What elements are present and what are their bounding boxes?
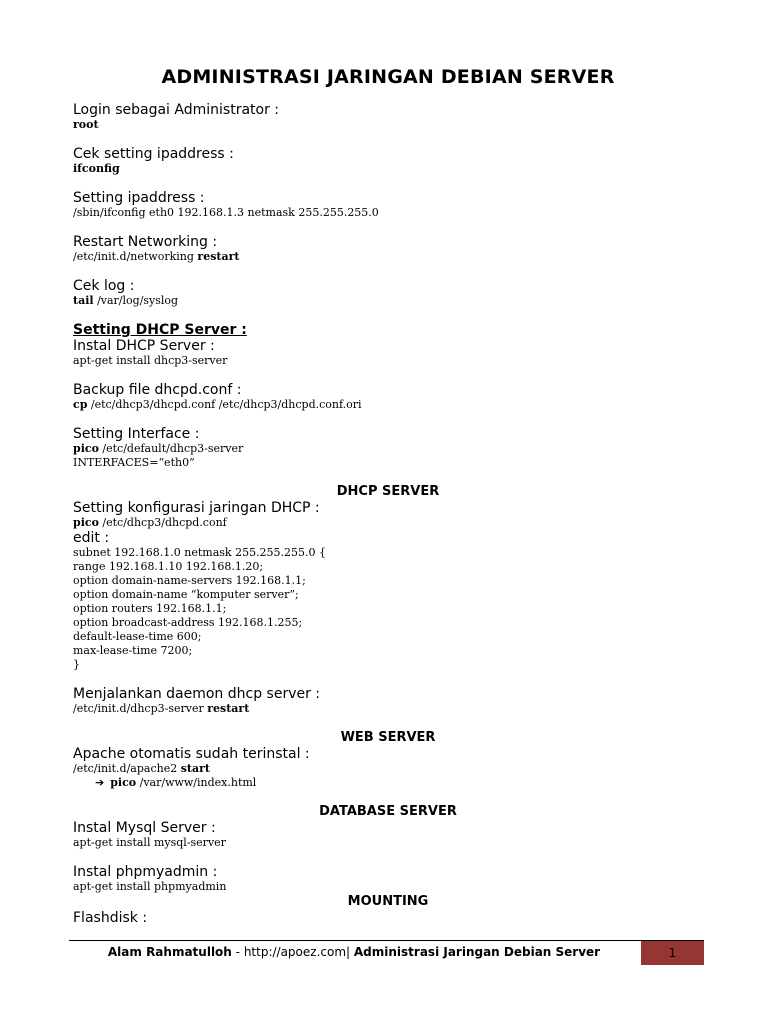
config-line: max-lease-time 7200; xyxy=(73,644,193,657)
mysql-label: Instal Mysql Server : xyxy=(73,820,216,836)
page-footer xyxy=(69,940,704,965)
apache-edit-path: /var/www/index.html xyxy=(136,776,257,789)
config-line: option domain-name “komputer server”; xyxy=(73,588,299,601)
flashdisk-label: Flashdisk : xyxy=(73,910,148,926)
dhcp-daemon-keyword: restart xyxy=(207,702,250,715)
login-command: root xyxy=(73,118,99,131)
dhcp-daemon-label: Menjalankan daemon dhcp server : xyxy=(73,686,321,702)
phpmyadmin-command: apt-get install phpmyadmin xyxy=(73,880,227,893)
apache-edit-command xyxy=(73,776,703,790)
dhcp-interface-keyword: pico xyxy=(73,442,99,455)
phpmyadmin-label: Instal phpmyadmin : xyxy=(73,864,218,880)
restart-networking-label: Restart Networking : xyxy=(73,234,218,250)
dhcp-config-path: /etc/dhcp3/dhcpd.conf xyxy=(98,516,227,529)
dhcp-config-block xyxy=(73,546,703,672)
restart-networking-path: /etc/init.d/networking xyxy=(73,250,198,263)
apache-start-command xyxy=(73,762,703,776)
config-line: default-lease-time 600; xyxy=(73,630,202,643)
dhcp-interface-label: Setting Interface : xyxy=(73,426,200,442)
dhcp-setup-heading: Setting DHCP Server : xyxy=(73,322,247,338)
page-number: 1 xyxy=(641,941,704,965)
dhcp-backup-label: Backup file dhcpd.conf : xyxy=(73,382,242,398)
dhcp-backup-command xyxy=(73,398,703,412)
apache-label: Apache otomatis sudah terinstal : xyxy=(73,746,310,762)
database-server-heading: DATABASE SERVER xyxy=(319,804,457,819)
set-ip-label: Setting ipaddress : xyxy=(73,190,205,206)
config-line: } xyxy=(73,658,80,671)
dhcp-install-command: apt-get install dhcp3-server xyxy=(73,354,228,367)
restart-networking-keyword: restart xyxy=(197,250,240,263)
dhcp-interface-value: INTERFACES=“eth0” xyxy=(73,456,195,469)
footer-separator: - http://apoez.com| xyxy=(231,945,354,959)
dhcp-backup-paths: /etc/dhcp3/dhcpd.conf /etc/dhcp3/dhcpd.conf.ori xyxy=(87,398,362,411)
cek-log-path: /var/log/syslog xyxy=(93,294,179,307)
dhcp-daemon-command xyxy=(73,702,703,716)
dhcp-config-label: Setting konfigurasi jaringan DHCP : xyxy=(73,500,320,516)
dhcp-daemon-path: /etc/init.d/dhcp3-server xyxy=(73,702,208,715)
cek-log-command xyxy=(73,294,703,308)
config-line: subnet 192.168.1.0 netmask 255.255.255.0 { xyxy=(73,546,327,559)
mysql-command: apt-get install mysql-server xyxy=(73,836,226,849)
cek-log-label: Cek log : xyxy=(73,278,135,294)
dhcp-install-label: Instal DHCP Server : xyxy=(73,338,215,354)
config-line: option domain-name-servers 192.168.1.1; xyxy=(73,574,306,587)
config-line: option routers 192.168.1.1; xyxy=(73,602,227,615)
set-ip-command: /sbin/ifconfig eth0 192.168.1.3 netmask 255.255.255.0 xyxy=(73,206,379,219)
apache-path: /etc/init.d/apache2 xyxy=(73,762,181,775)
dhcp-server-heading: DHCP SERVER xyxy=(336,484,440,499)
footer-doc-title: Administrasi Jaringan Debian Server xyxy=(353,945,601,959)
apache-keyword: start xyxy=(180,762,210,775)
dhcp-config-command xyxy=(73,516,703,530)
web-server-heading: WEB SERVER xyxy=(340,730,436,745)
document-body xyxy=(73,66,703,926)
dhcp-edit-label: edit : xyxy=(73,530,110,546)
cek-log-keyword: tail xyxy=(73,294,94,307)
login-label: Login sebagai Administrator : xyxy=(73,102,280,118)
footer-author: Alam Rahmatulloh xyxy=(107,945,232,959)
dhcp-interface-command xyxy=(73,442,703,456)
document-title: ADMINISTRASI JARINGAN DEBIAN SERVER xyxy=(161,66,615,88)
config-line: option broadcast-address 192.168.1.255; xyxy=(73,616,303,629)
footer-text xyxy=(69,945,639,959)
dhcp-backup-keyword: cp xyxy=(73,398,88,411)
dhcp-config-keyword: pico xyxy=(73,516,99,529)
cek-ip-label: Cek setting ipaddress : xyxy=(73,146,234,162)
config-line: range 192.168.1.10 192.168.1.20; xyxy=(73,560,264,573)
restart-networking-command xyxy=(73,250,703,264)
mounting-heading: MOUNTING xyxy=(347,894,429,909)
arrow-right-icon: ➔ xyxy=(95,776,105,789)
dhcp-interface-path: /etc/default/dhcp3-server xyxy=(98,442,244,455)
cek-ip-command: ifconfig xyxy=(73,162,120,175)
apache-edit-keyword: pico xyxy=(110,776,137,789)
